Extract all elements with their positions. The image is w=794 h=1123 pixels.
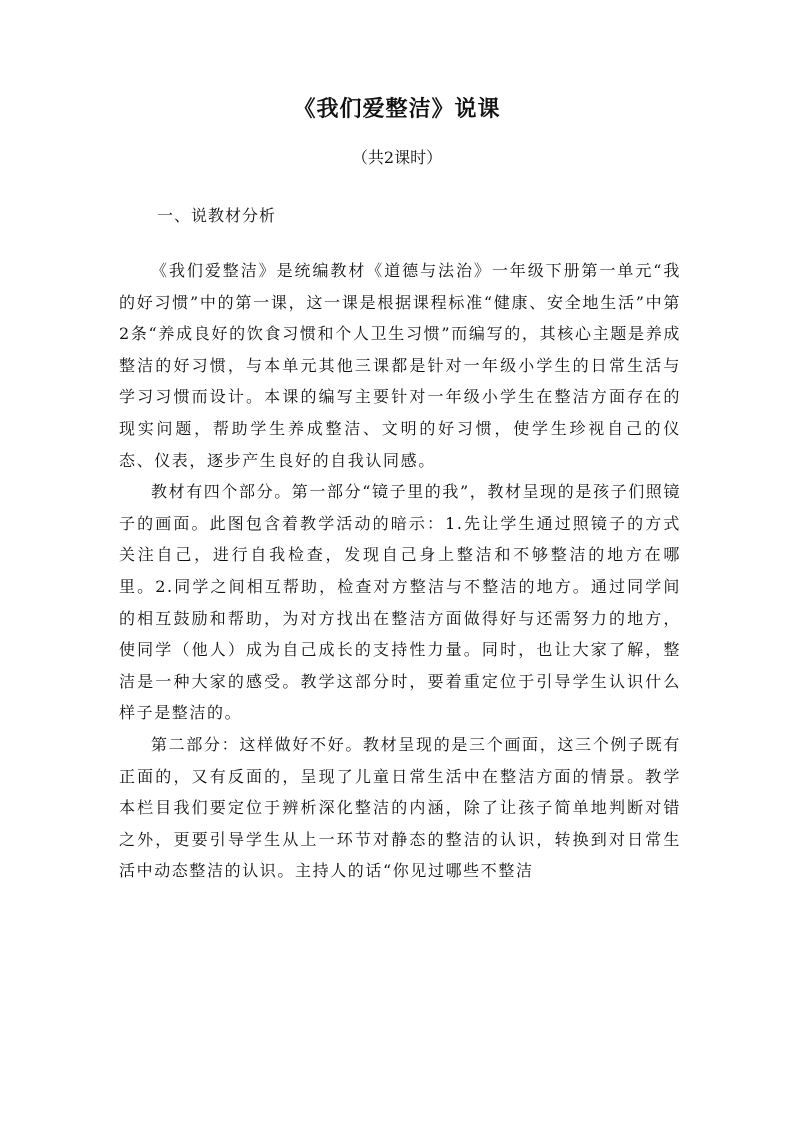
- paragraph-3: 第二部分：这样做好不好。教材呈现的是三个画面，这三个例子既有正面的，又有反面的，呈现了儿童日常生活中在整洁方面的情景。教学本栏目我们要定位于辨析深化整洁的内涵，除了让孩子简单地判断对错之外，更要引导学生从上一环节对静态的整洁的认识，转换到对日常生活中动态整洁的认识。主持人的话“你见过哪些不整洁: [119, 734, 681, 881]
- section-heading: 一、说教材分析: [157, 206, 277, 225]
- document-title: 《我们爱整洁》说课: [293, 96, 501, 122]
- document-subtitle: （共2课时）: [351, 148, 443, 167]
- paragraph-2: 教材有四个部分。第一部分“镜子里的我”，教材呈现的是孩子们照镜子的画面。此图包含着教学活动的暗示：1.先让学生通过照镜子的方式关注自己，进行自我检查，发现自己身上整洁和不够整洁的地方在哪里。2.同学之间相互帮助，检查对方整洁与不整洁的地方。通过同学间的相互鼓励和帮助，为对方找出在整洁方面做得好与还需努力的地方，使同学（他人）成为自己成长的支持性力量。同时，也让大家了解，整洁是一种大家的感受。教学这部分时，要着重定位于引导学生认识什么样子是整洁的。: [119, 482, 681, 723]
- document-body: [119, 255, 681, 887]
- paragraph-1: 《我们爱整洁》是统编教材《道德与法治》一年级下册第一单元“我的好习惯”中的第一课，这一课是根据课程标准“健康、安全地生活”中第2条“养成良好的饮食习惯和个人卫生习惯”而编写的，其核心主题是养成整洁的好习惯，与本单元其他三课都是针对一年级小学生的日常生活与学习习惯而设计。本课的编写主要针对一年级小学生在整洁方面存在的现实问题，帮助学生养成整洁、文明的好习惯，使学生珍视自己的仪态、仪表，逐步产生良好的自我认同感。: [119, 261, 681, 470]
